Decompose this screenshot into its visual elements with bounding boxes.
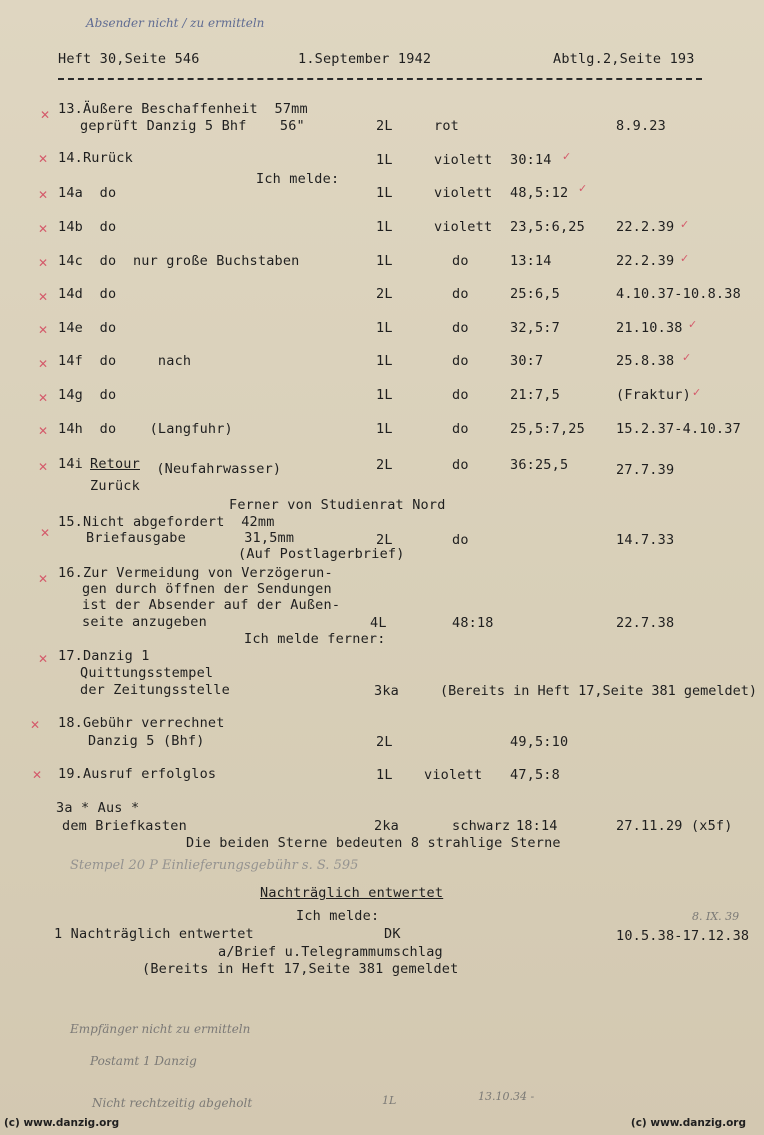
row-16-line1: 16.Zur Vermeidung von Verzögerun- (58, 565, 333, 581)
row-13-code: 2L (376, 118, 393, 134)
ferner-note: Ferner von Studienrat Nord (229, 497, 446, 513)
row-3a-note: Die beiden Sterne bedeuten 8 strahlige Sterne (186, 835, 561, 851)
row-17-line2: Quittungsstempel (80, 665, 214, 681)
handwritten-not-collected-note: Nicht rechtzeitig abgeholt (92, 1096, 253, 1110)
row-14e-date: 21.10.38 (616, 320, 683, 336)
row-19-size: 47,5:8 (510, 767, 560, 783)
row-18-line2: Danzig 5 (Bhf) (88, 733, 205, 749)
check-mark: ✓ (682, 351, 692, 364)
section-row-1-line3: (Bereits in Heft 17,Seite 381 gemeldet (142, 961, 459, 977)
row-18-code: 2L (376, 734, 393, 750)
red-cross-mark: ✕ (38, 222, 49, 236)
row-15-color: do (452, 532, 469, 548)
section-row-1-date: 10.5.38-17.12.38 (616, 928, 750, 944)
row-14-color: violett (434, 152, 493, 168)
header-section: Abtlg.2,Seite 193 (553, 51, 695, 67)
row-14f-color: do (452, 353, 469, 369)
red-cross-mark: ✕ (38, 290, 49, 304)
row-3a-subtitle: dem Briefkasten (62, 818, 187, 834)
row-16-line2: gen durch öffnen der Sendungen (82, 581, 332, 597)
red-cross-mark: ✕ (38, 152, 49, 166)
row-17-line1: 17.Danzig 1 (58, 648, 150, 664)
section-ich-melde: Ich melde: (296, 908, 380, 924)
red-cross-mark: ✕ (38, 323, 49, 337)
row-14i-zurueck: Zurück (90, 478, 140, 494)
row-16-line3: ist der Absender auf der Außen- (82, 597, 341, 613)
row-14g-color: do (452, 387, 469, 403)
row-14f-size: 30:7 (510, 353, 544, 369)
check-mark: ✓ (680, 252, 690, 265)
row-14h-color: do (452, 421, 469, 437)
check-mark: ✓ (680, 218, 690, 231)
row-13-color: rot (434, 118, 459, 134)
section-row-1-title: 1 Nachträglich entwertet (54, 926, 254, 942)
check-mark: ✓ (578, 182, 588, 195)
row-15-extra: (Auf Postlagerbrief) (238, 546, 405, 562)
red-cross-mark: ✕ (38, 188, 49, 202)
row-14-size: 30:14 (510, 152, 552, 168)
row-3a-date: 27.11.29 (x5f) (616, 818, 733, 834)
section-row-1-line2: a/Brief u.Telegrammumschlag (218, 944, 443, 960)
row-17-code: 3ka (374, 683, 399, 699)
row-14g-title: 14g do (58, 387, 117, 403)
row-15-subtitle: Briefausgabe 31,5mm (86, 530, 295, 546)
section-row-1-code: DK (384, 926, 401, 942)
row-14i-place: (Neufahrwasser) (148, 461, 282, 477)
row-14-title: 14.Rurück (58, 150, 133, 166)
row-14c-date: 22.2.39 (616, 253, 675, 269)
handwritten-date-correction: 8. IX. 39 (692, 910, 740, 923)
row-14f-title: 14f do nach (58, 353, 192, 369)
row-14f-code: 1L (376, 353, 393, 369)
row-15-code: 2L (376, 532, 393, 548)
row-3a-title: 3a * Aus * (56, 800, 140, 816)
row-14a-title: 14a do (58, 185, 117, 201)
row-14a-size: 48,5:12 (510, 185, 569, 201)
row-17-note: (Bereits in Heft 17,Seite 381 gemeldet) (440, 683, 757, 699)
red-cross-mark: ✕ (30, 718, 41, 732)
row-14d-title: 14d do (58, 286, 117, 302)
handwritten-stempel-note: Stempel 20 P Einlieferungsgebühr s. S. 595 (70, 858, 359, 873)
row-14e-size: 32,5:7 (510, 320, 560, 336)
row-16-size: 48:18 (452, 615, 494, 631)
row-14d-size: 25:6,5 (510, 286, 560, 302)
red-cross-mark: ✕ (38, 424, 49, 438)
row-14d-date: 4.10.37-10.8.38 (616, 286, 741, 302)
row-14-note: Ich melde: (256, 171, 340, 187)
row-14d-code: 2L (376, 286, 393, 302)
row-18-size: 49,5:10 (510, 734, 569, 750)
row-14g-date: (Fraktur) (616, 387, 691, 403)
row-15-date: 14.7.33 (616, 532, 675, 548)
row-14h-date: 15.2.37-4.10.37 (616, 421, 741, 437)
handwritten-note-sender: Absender nicht / zu ermitteln (86, 16, 265, 30)
row-13-subtitle: geprüft Danzig 5 Bhf 56" (80, 118, 305, 134)
check-mark: ✓ (692, 386, 702, 399)
row-18-line1: 18.Gebühr verrechnet (58, 715, 225, 731)
row-14i-code: 2L (376, 457, 393, 473)
row-14i-color: do (452, 457, 469, 473)
row-14f-date: 25.8.38 (616, 353, 675, 369)
row-14a-code: 1L (376, 185, 393, 201)
red-cross-mark: ✕ (40, 526, 51, 540)
red-cross-mark: ✕ (38, 357, 49, 371)
handwritten-code: 1L (382, 1094, 397, 1107)
row-14e-code: 1L (376, 320, 393, 336)
footer-copyright-left: (c) www.danzig.org (4, 1117, 120, 1129)
row-14i-date: 27.7.39 (616, 462, 675, 478)
red-cross-mark: ✕ (40, 108, 51, 122)
row-14b-color: violett (434, 219, 493, 235)
handwritten-date: 13.10.34 - (478, 1090, 535, 1103)
check-mark: ✓ (688, 318, 698, 331)
handwritten-recipient-note: Empfänger nicht zu ermitteln (70, 1022, 251, 1036)
row-3a-color: schwarz (452, 818, 511, 834)
row-16-code: 4L (370, 615, 387, 631)
row-19-code: 1L (376, 767, 393, 783)
row-14e-title: 14e do (58, 320, 117, 336)
row-13-title: 13.Äußere Beschaffenheit 57mm (58, 101, 308, 117)
row-14g-size: 21:7,5 (510, 387, 560, 403)
row-14h-title: 14h do (Langfuhr) (58, 421, 233, 437)
row-14-code: 1L (376, 152, 393, 168)
row-14a-color: violett (434, 185, 493, 201)
row-14b-code: 1L (376, 219, 393, 235)
row-14b-size: 23,5:6,25 (510, 219, 585, 235)
red-cross-mark: ✕ (38, 572, 49, 586)
row-13-date: 8.9.23 (616, 118, 666, 134)
red-cross-mark: ✕ (32, 768, 43, 782)
section-title: Nachträglich entwertet (260, 885, 444, 901)
row-14c-title: 14c do nur große Buchstaben (58, 253, 300, 269)
row-14b-title: 14b do (58, 219, 117, 235)
row-14d-color: do (452, 286, 469, 302)
row-19-color: violett (424, 767, 483, 783)
red-cross-mark: ✕ (38, 391, 49, 405)
row-14h-size: 25,5:7,25 (510, 421, 585, 437)
check-mark: ✓ (562, 150, 572, 163)
row-15-title: 15.Nicht abgefordert 42mm (58, 514, 275, 530)
row-16-line4: seite anzugeben (82, 614, 207, 630)
row-14g-code: 1L (376, 387, 393, 403)
row-3a-code: 2ka (374, 818, 399, 834)
header-date: 1.September 1942 (298, 51, 432, 67)
row-17-line3: der Zeitungsstelle (80, 682, 230, 698)
header-issue: Heft 30,Seite 546 (58, 51, 200, 67)
row-14b-date: 22.2.39 (616, 219, 675, 235)
row-14e-color: do (452, 320, 469, 336)
footer-copyright-right: (c) www.danzig.org (630, 1117, 746, 1129)
row-14c-size: 13:14 (510, 253, 552, 269)
red-cross-mark: ✕ (38, 256, 49, 270)
handwritten-postamt-note: Postamt 1 Danzig (90, 1054, 197, 1068)
header-divider (58, 78, 702, 80)
row-19-title: 19.Ausruf erfolglos (58, 766, 217, 782)
row-3a-size: 18:14 (516, 818, 558, 834)
row-14c-code: 1L (376, 253, 393, 269)
row-14i-size: 36:25,5 (510, 457, 569, 473)
red-cross-mark: ✕ (38, 460, 49, 474)
row-16-date: 22.7.38 (616, 615, 675, 631)
row-14c-color: do (452, 253, 469, 269)
row-14i-retour: Retour (90, 456, 140, 472)
row-14i-prefix: 14i (58, 456, 92, 472)
row-14h-code: 1L (376, 421, 393, 437)
ich-melde-ferner: Ich melde ferner: (244, 631, 386, 647)
red-cross-mark: ✕ (38, 652, 49, 666)
